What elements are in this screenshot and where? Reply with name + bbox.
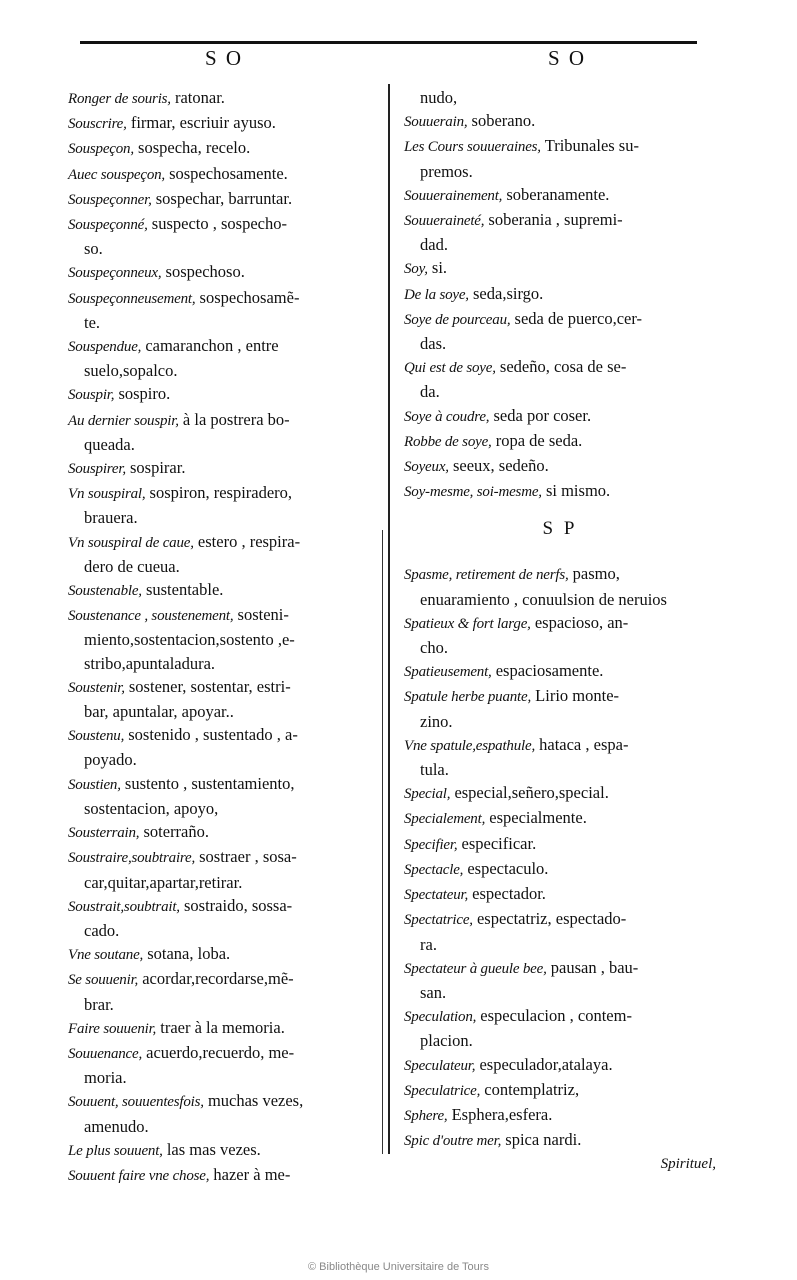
dictionary-entry: [404, 659, 716, 684]
catchword: Spirituel,: [660, 1156, 716, 1173]
headword: Soy-mesme, soi-mesme,: [404, 484, 542, 501]
translation: espectaculo.: [467, 858, 549, 878]
section-title: S P: [542, 518, 578, 540]
dictionary-entry: [404, 1103, 716, 1128]
translation-continuation: placion.: [420, 1031, 473, 1051]
column-divider: [388, 84, 390, 1154]
dictionary-entry: [404, 1004, 716, 1052]
translation: ropa de seda.: [495, 430, 583, 450]
translation: seda de puerco,cer-: [514, 308, 643, 328]
dictionary-entry: [68, 1016, 376, 1041]
dictionary-entry: [68, 723, 376, 771]
dictionary-entry: [68, 86, 376, 111]
dictionary-entry: [68, 286, 376, 334]
translation: sostraer , sosa-: [199, 847, 297, 867]
translation: suspecto , sospecho-: [151, 214, 287, 234]
dictionary-entry: [68, 456, 376, 481]
dictionary-entry: [404, 733, 716, 781]
headword: Souueraineté,: [404, 213, 485, 230]
dictionary-entry: [68, 1138, 376, 1163]
headword: Faire souuenir,: [68, 1020, 157, 1037]
translation: sostenido , sustentado , a-: [128, 725, 298, 745]
translation: pasmo,: [572, 564, 620, 584]
dictionary-entry: [68, 111, 376, 136]
headword: Soy,: [404, 261, 428, 278]
translation: sosteni-: [237, 605, 289, 625]
dictionary-entry: [404, 256, 716, 281]
headword: Robbe de soye,: [404, 433, 492, 450]
translation-continuation: te.: [84, 312, 101, 332]
dictionary-entry: [68, 136, 376, 161]
headword: Vne spatule,espathule,: [404, 737, 535, 754]
translation: traer à la memoria.: [160, 1017, 285, 1037]
headword: Souuent faire vne chose,: [68, 1167, 210, 1184]
translation: pausan , bau-: [550, 957, 639, 977]
headword: Souspir,: [68, 387, 115, 404]
dictionary-entry: [68, 260, 376, 285]
translation-continuation: queada.: [84, 434, 135, 454]
dictionary-entry: [404, 282, 716, 307]
dictionary-entry: [404, 882, 716, 907]
translation-continuation: amenudo.: [84, 1116, 149, 1136]
library-credit: © Bibliothèque Universitaire de Tours: [308, 1261, 489, 1273]
translation-continuation: premos.: [420, 161, 473, 181]
dictionary-entry: [68, 603, 376, 675]
headword: Vne soutane,: [68, 947, 144, 964]
translation-continuation: cho.: [420, 638, 448, 658]
translation-continuation: sostentacion, apoyo,: [84, 798, 219, 818]
dictionary-entry: [68, 530, 376, 578]
dictionary-entry: [404, 806, 716, 831]
headword: Le plus souuent,: [68, 1142, 163, 1159]
translation: sospecha, recelo.: [138, 138, 251, 158]
translation: sedeño, cosa de se-: [499, 357, 627, 377]
translation: sospiro.: [118, 384, 171, 404]
dictionary-entry: [404, 611, 716, 659]
translation: soberania , supremi-: [488, 210, 623, 230]
dictionary-entry: [404, 832, 716, 857]
dictionary-entry: [404, 183, 716, 208]
dictionary-entry: [404, 208, 716, 256]
headword: Specifier,: [404, 836, 458, 853]
headword: Soustrait,soubtrait,: [68, 898, 180, 915]
headword: Spectateur,: [404, 887, 469, 904]
translation-continuation: suelo,sopalco.: [84, 361, 178, 381]
headword: De la soye,: [404, 286, 469, 303]
translation: nudo,: [420, 88, 458, 107]
headword: Vn souspiral,: [68, 486, 146, 503]
translation: espaciosamente.: [495, 661, 604, 681]
headword: Souspeçonneux,: [68, 265, 162, 282]
dictionary-entry: [404, 1053, 716, 1078]
running-head-left: S O: [205, 46, 244, 70]
column-divider-secondary: [382, 530, 383, 1154]
dictionary-entry: [68, 942, 376, 967]
dictionary-entry: [404, 857, 716, 882]
translation: soberano.: [471, 111, 536, 131]
dictionary-entry: [404, 781, 716, 806]
headword: Les Cours souueraines,: [404, 139, 541, 156]
translation: espacioso, an-: [534, 612, 629, 632]
dictionary-entry: [404, 562, 716, 610]
headword: Soustenance , soustenement,: [68, 608, 234, 625]
headword: Soyeux,: [404, 459, 449, 476]
translation-continuation: dero de cueua.: [84, 556, 180, 576]
dictionary-entry: [68, 1163, 376, 1188]
left-column: [68, 86, 376, 1188]
translation: sustentable.: [145, 580, 224, 600]
translation: especialmente.: [489, 808, 587, 828]
translation: seeux, sedeño.: [452, 456, 549, 476]
translation: estero , respira-: [197, 531, 301, 551]
dictionary-entry: [404, 109, 716, 134]
headword: Souscrire,: [68, 116, 127, 133]
translation-continuation: da.: [420, 382, 440, 402]
headword: Speculatrice,: [404, 1082, 481, 1099]
headword: Souuerainement,: [404, 187, 503, 204]
dictionary-entry: [68, 1089, 376, 1137]
headword: Spasme, retirement de nerfs,: [404, 567, 569, 584]
dictionary-entry: [68, 772, 376, 820]
dictionary-entry: [68, 408, 376, 456]
headword: Spatieux & fort large,: [404, 615, 531, 632]
translation: sotana, loba.: [147, 944, 231, 964]
translation-continuation: san.: [420, 982, 447, 1002]
headword: Souspendue,: [68, 339, 142, 356]
headword: Spic d'outre mer,: [404, 1133, 502, 1150]
dictionary-entry: [68, 578, 376, 603]
dictionary-entry: [404, 1078, 716, 1103]
dictionary-entry: [68, 845, 376, 893]
headword: Sphere,: [404, 1107, 448, 1124]
translation: especulacion , contem-: [480, 1006, 632, 1026]
dictionary-entry: [68, 382, 376, 407]
translation: Tribunales su-: [544, 136, 639, 156]
dictionary-entry: [404, 134, 716, 182]
translation: muchas vezes,: [207, 1091, 304, 1111]
translation: sospechosamente.: [169, 163, 288, 183]
headword: Sousterrain,: [68, 825, 140, 842]
translation: ratonar.: [174, 88, 225, 107]
dictionary-entry: [68, 820, 376, 845]
translation: sostener, sostentar, estri-: [128, 676, 291, 696]
dictionary-entry: [404, 684, 716, 732]
headword: Souspeçonneusement,: [68, 290, 196, 307]
translation: especificar.: [461, 833, 537, 853]
translation-continuation: enuaramiento , conuulsion de neruios: [420, 589, 667, 609]
right-column: [404, 86, 716, 1176]
translation-continuation: dad.: [420, 235, 448, 255]
translation: Esphera,esfera.: [451, 1104, 553, 1124]
headword: Auec souspeçon,: [68, 166, 165, 183]
translation: hataca , espa-: [539, 734, 629, 754]
translation: las mas vezes.: [166, 1139, 261, 1159]
dictionary-entry: [68, 894, 376, 942]
dictionary-entry: [404, 307, 716, 355]
running-head-right: S O: [548, 46, 587, 70]
headword: Soustenir,: [68, 679, 125, 696]
translation-continuation: brauera.: [84, 508, 138, 528]
translation: si.: [431, 258, 448, 278]
dictionary-entry: [68, 481, 376, 529]
translation-continuation: cado.: [84, 920, 120, 940]
headword: Souspeçonné,: [68, 217, 148, 234]
headword: Soustenable,: [68, 583, 142, 600]
translation: acuerdo,recuerdo, me-: [146, 1042, 295, 1062]
headword: Spectateur à gueule bee,: [404, 960, 547, 977]
dictionary-entry: [404, 479, 716, 504]
dictionary-entry: [68, 212, 376, 260]
translation: especial,señero,special.: [454, 783, 609, 803]
dictionary-entry: [404, 454, 716, 479]
headword: Spectatrice,: [404, 912, 473, 929]
translation-continuation: car,quitar,apartar,retirar.: [84, 872, 243, 892]
dictionary-entry: [404, 956, 716, 1004]
translation: sospirar.: [130, 458, 186, 478]
headword: Souuenance,: [68, 1045, 143, 1062]
headword: Se souuenir,: [68, 972, 139, 989]
translation-continuation: bar, apuntalar, apoyar..: [84, 702, 234, 722]
translation: si mismo.: [545, 481, 611, 501]
top-rule: [80, 41, 697, 44]
translation: à la postrera bo-: [182, 409, 290, 429]
dictionary-entry: [404, 355, 716, 403]
dictionary-entry: [68, 334, 376, 382]
translation-continuation: zino.: [420, 711, 453, 731]
translation: sospechoso.: [165, 262, 245, 282]
translation: sustento , sustentamiento,: [124, 773, 295, 793]
headword: Ronger de souris,: [68, 91, 171, 107]
dictionary-entry: [68, 675, 376, 723]
headword: Soustenu,: [68, 728, 125, 745]
headword: Souspeçonner,: [68, 191, 152, 208]
translation-continuation: brar.: [84, 994, 114, 1014]
headword: Qui est de soye,: [404, 360, 496, 377]
translation: espectador.: [472, 884, 546, 904]
headword: Au dernier souspir,: [68, 412, 179, 429]
headword: Spatule herbe puante,: [404, 689, 532, 706]
right-column-sp-entries: [404, 562, 716, 1153]
dictionary-entry: [68, 162, 376, 187]
translation: firmar, escriuir ayuso.: [130, 113, 276, 133]
translation: sostraido, sossa-: [183, 895, 293, 915]
headword: Soustien,: [68, 776, 121, 793]
translation: Lirio monte-: [535, 686, 620, 706]
translation: spica nardi.: [505, 1130, 582, 1150]
translation: camaranchon , entre: [145, 336, 279, 356]
headword: Souspeçon,: [68, 141, 134, 158]
translation: sospechosamẽ-: [199, 287, 300, 307]
translation: sospiron, respiradero,: [149, 483, 293, 503]
translation-continuation: poyado.: [84, 750, 137, 770]
translation-continuation: moria.: [84, 1068, 127, 1088]
dictionary-entry: [404, 1128, 716, 1153]
translation: sospechar, barruntar.: [155, 188, 293, 208]
headword: Soye à coudre,: [404, 408, 490, 425]
headword: Speculateur,: [404, 1057, 476, 1074]
translation-continuation: miento,sostentacion,sostento ,e-stribo,apuntaladura.: [84, 630, 295, 673]
headword: Soustraire,soubtraire,: [68, 850, 195, 867]
headword: Spatieusement,: [404, 664, 492, 681]
headword: Souuerain,: [404, 114, 468, 131]
translation: soterraño.: [143, 822, 210, 842]
translation-continuation: tula.: [420, 760, 449, 780]
translation: especulador,atalaya.: [479, 1054, 613, 1074]
dictionary-entry: [404, 429, 716, 454]
translation-continuation: so.: [84, 239, 103, 259]
dictionary-entry: [404, 404, 716, 429]
dictionary-entry: [404, 907, 716, 955]
headword: Specialement,: [404, 811, 486, 828]
headword: Spectacle,: [404, 861, 464, 878]
dictionary-entry: [68, 967, 376, 1015]
headword: Soye de pourceau,: [404, 311, 511, 328]
translation: seda por coser.: [493, 405, 592, 425]
translation: contemplatriz,: [484, 1079, 580, 1099]
dictionary-entry: [68, 1041, 376, 1089]
translation: acordar,recordarse,mẽ-: [142, 969, 294, 989]
right-column-so-entries: [404, 86, 716, 504]
headword: Speculation,: [404, 1009, 477, 1026]
translation: seda,sirgo.: [473, 283, 544, 303]
translation: soberanamente.: [506, 184, 610, 204]
translation-continuation: das.: [420, 334, 447, 354]
translation: espectatriz, espectado-: [476, 909, 627, 929]
dictionary-entry: [68, 187, 376, 212]
headword: Souspirer,: [68, 461, 126, 478]
headword: Souuent, souuentesfois,: [68, 1094, 204, 1111]
dictionary-entry: [404, 86, 716, 109]
translation: hazer à me-: [213, 1164, 291, 1184]
translation-continuation: ra.: [420, 934, 437, 954]
headword: Vn souspiral de caue,: [68, 534, 194, 551]
headword: Special,: [404, 786, 451, 803]
